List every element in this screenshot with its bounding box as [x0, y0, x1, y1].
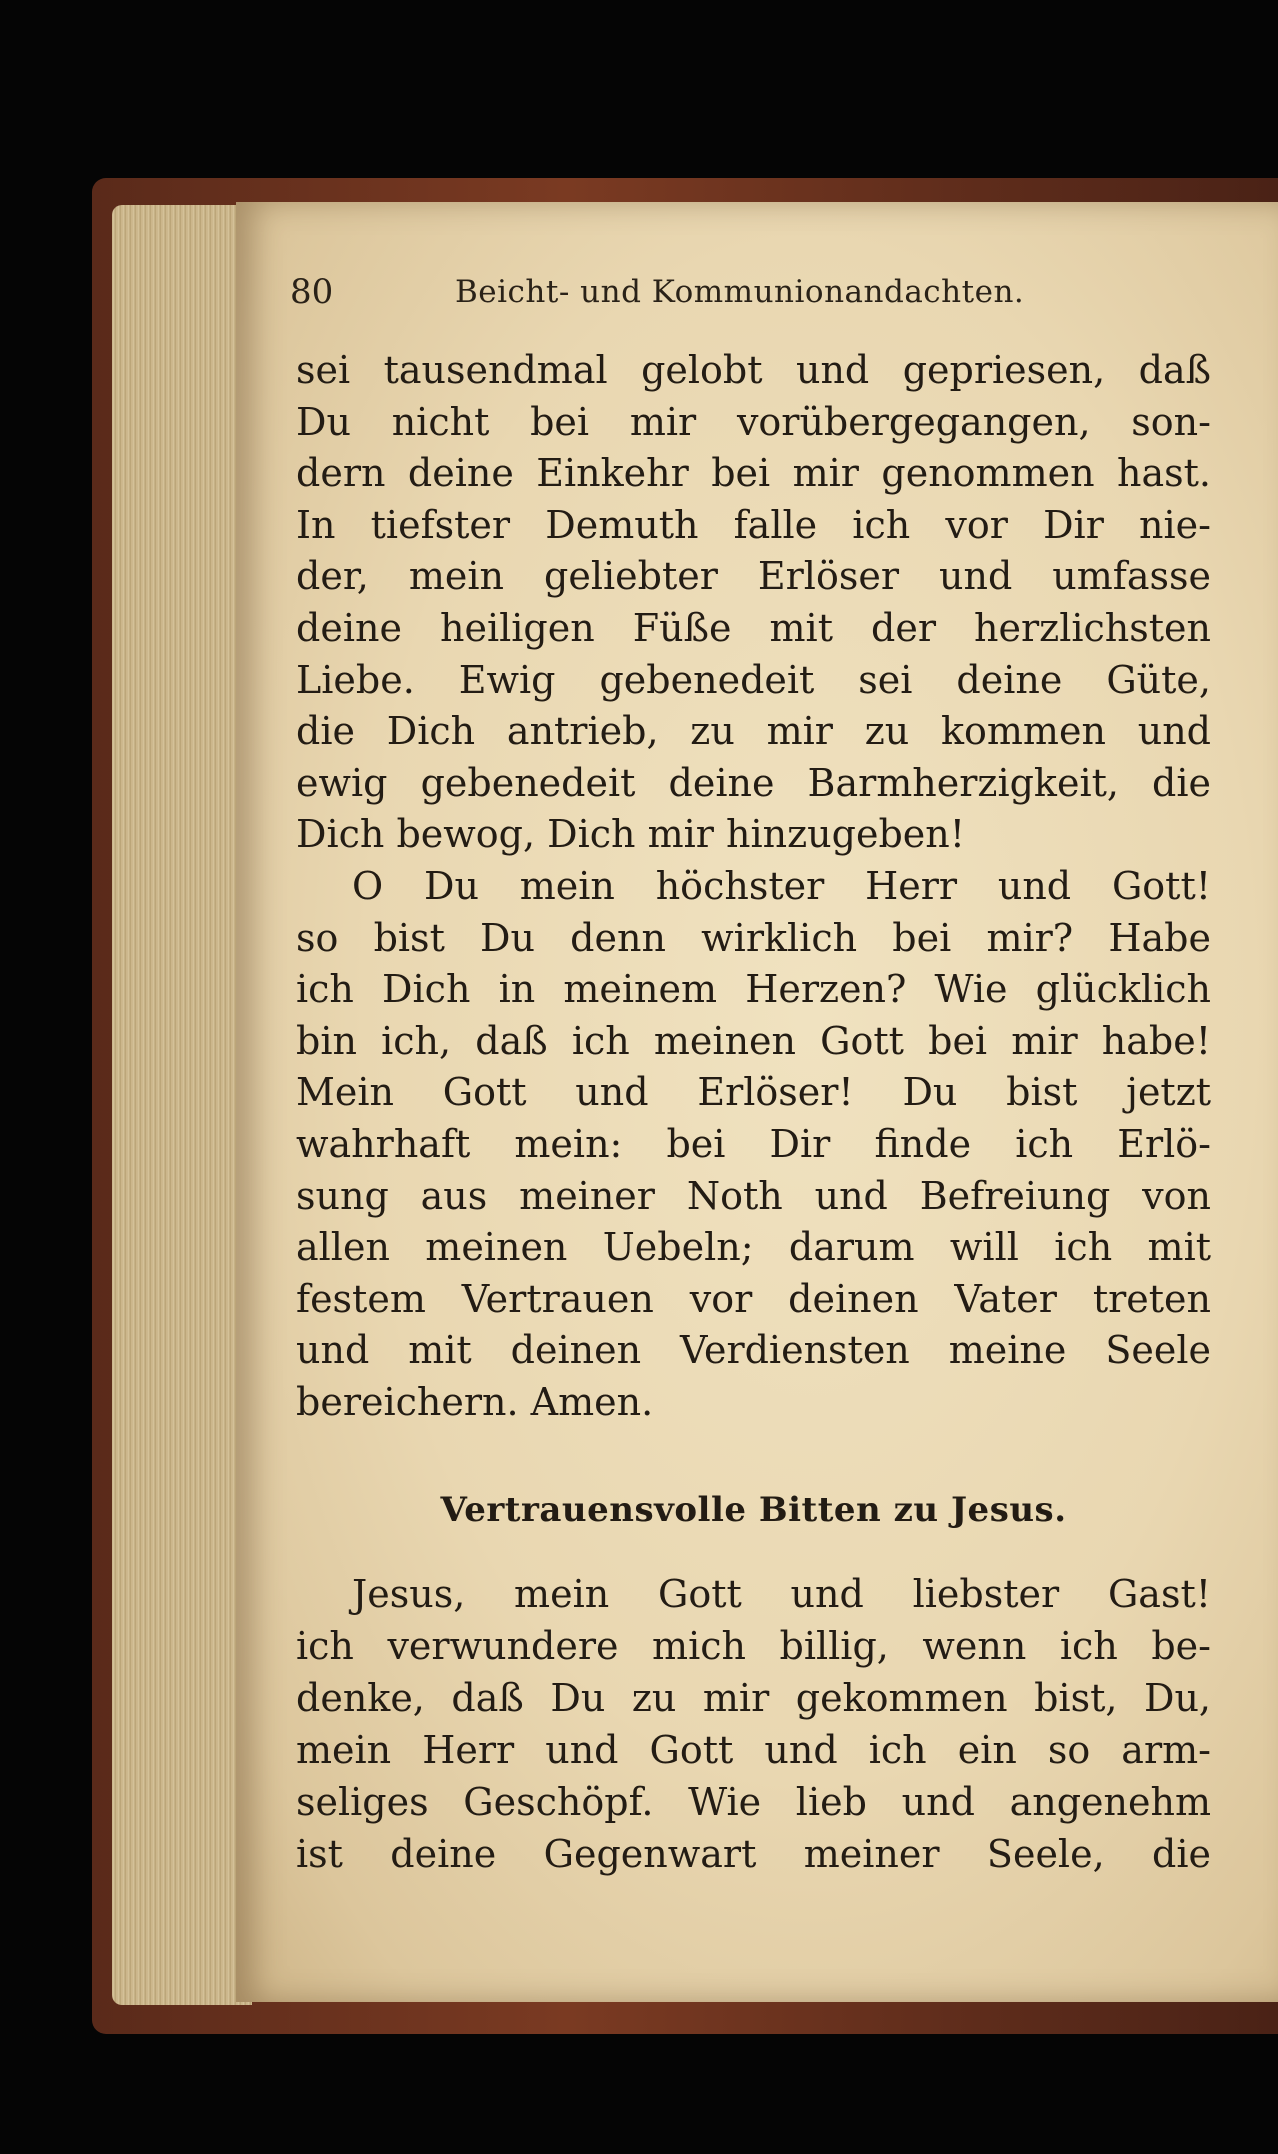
text-line: In tiefster Demuth falle ich vor Dir nie- — [296, 502, 1211, 547]
text-line: ich Dich in meinem Herzen? Wie glücklich — [296, 967, 1211, 1012]
text-line: Liebe. Ewig gebenedeit sei deine Güte, — [296, 657, 1211, 702]
text-line: und mit deinen Verdiensten meine Seele — [296, 1328, 1211, 1373]
text-line: Du nicht bei mir vorübergegangen, son- — [296, 399, 1211, 444]
page-header — [290, 272, 1190, 322]
section-text — [296, 1568, 1211, 1880]
text-line: so bist Du denn wirklich bei mir? Habe — [296, 915, 1211, 960]
section-heading: Vertrauensvolle Bitten zu Jesus. — [440, 1490, 1067, 1530]
text-line: sei tausendmal gelobt und gepriesen, daß — [296, 348, 1211, 392]
page-number: 80 — [290, 272, 334, 312]
text-line: allen meinen Uebeln; darum will ich mit — [296, 1225, 1211, 1270]
text-line: sung aus meiner Noth und Befreiung von — [296, 1173, 1211, 1218]
text-line: wahrhaft mein: bei Dir finde ich Erlö- — [296, 1121, 1211, 1166]
text-line: festem Vertrauen vor deinen Vater treten — [296, 1276, 1211, 1321]
text-line: bereichern. Amen. — [296, 1379, 654, 1424]
text-line: die Dich antrieb, zu mir zu kommen und — [296, 709, 1211, 754]
text-line: Mein Gott und Erlöser! Du bist jetzt — [296, 1070, 1211, 1115]
text-line: seliges Geschöpf. Wie lieb und angenehm — [296, 1780, 1211, 1824]
text-line: Dich bewog, Dich mir hinzugeben! — [296, 812, 966, 857]
text-line: Jesus, mein Gott und liebster Gast! — [352, 1572, 1211, 1616]
main-text — [296, 345, 1211, 1428]
text-line: deine heiligen Füße mit der herzlichsten — [296, 605, 1211, 650]
text-line: dern deine Einkehr bei mir genommen hast. — [296, 451, 1211, 496]
text-line: denke, daß Du zu mir gekommen bist, Du, — [296, 1676, 1211, 1720]
text-line: mein Herr und Gott und ich ein so arm- — [296, 1728, 1211, 1772]
text-line: ewig gebenedeit deine Barmherzigkeit, die — [296, 760, 1211, 805]
text-line: ich verwundere mich billig, wenn ich be- — [296, 1624, 1211, 1668]
text-line: O Du mein höchster Herr und Gott! — [352, 863, 1211, 908]
text-line: ist deine Gegenwart meiner Seele, die — [296, 1832, 1211, 1876]
running-head: Beicht- und Kommunionandachten. — [455, 274, 1025, 310]
text-line: der, mein geliebter Erlöser und umfasse — [296, 554, 1211, 599]
text-line: bin ich, daß ich meinen Gott bei mir habe! — [296, 1018, 1211, 1063]
page-edges — [112, 205, 252, 2005]
